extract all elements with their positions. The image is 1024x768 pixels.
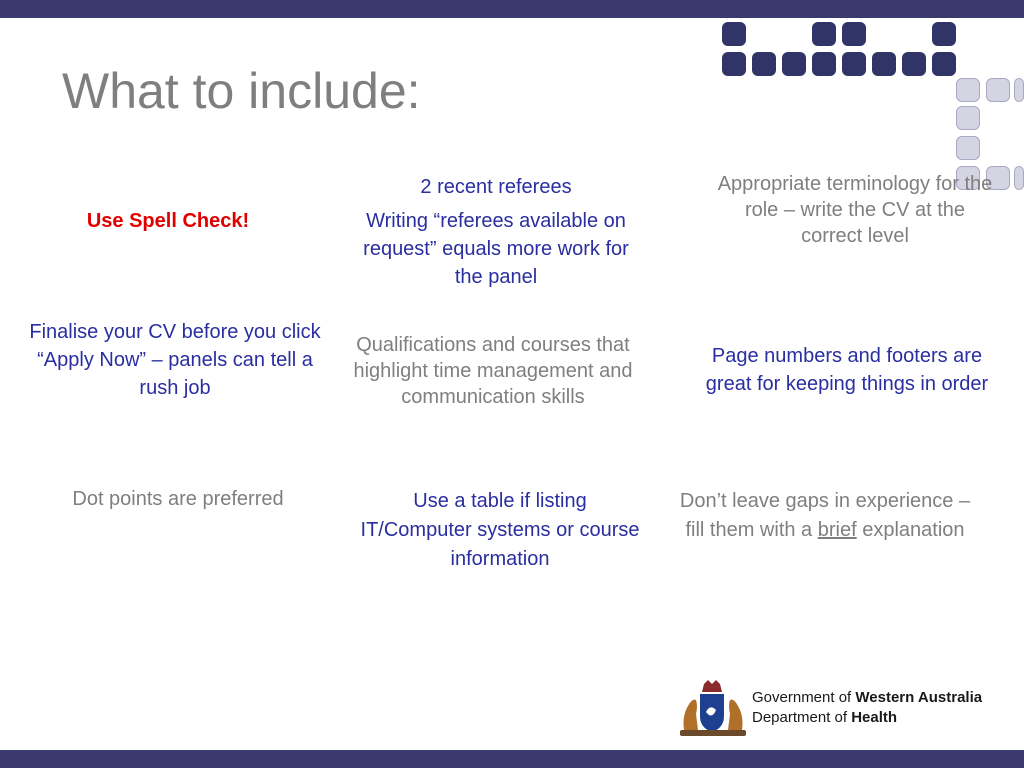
tile	[956, 106, 980, 130]
tile	[752, 52, 776, 76]
tile	[1014, 78, 1024, 102]
top-bar	[0, 0, 1024, 18]
tile	[902, 52, 926, 76]
government-line-prefix: Government of	[752, 689, 856, 706]
department-line	[752, 708, 982, 728]
tip-referees-body: Writing “referees available on request” equals more work for the panel	[363, 210, 629, 288]
slide-title: What to include:	[62, 63, 421, 119]
tile	[842, 52, 866, 76]
tile	[722, 22, 746, 46]
tip-gaps	[670, 487, 980, 545]
tile	[956, 78, 980, 102]
tip-referees	[350, 173, 642, 291]
government-line-bold: Western Australia	[855, 689, 983, 706]
tile	[932, 52, 956, 76]
tip-gaps-text-end: explanation	[856, 519, 965, 541]
tip-use-table: Use a table if listing IT/Computer systems or course information	[360, 490, 640, 570]
tile	[842, 22, 866, 46]
government-line	[752, 688, 982, 708]
tip-referees-heading: 2 recent referees	[420, 176, 572, 198]
department-line-bold: Health	[851, 709, 898, 726]
tile	[986, 78, 1010, 102]
tile	[872, 52, 896, 76]
government-text	[752, 688, 982, 728]
tip-gaps-emphasis: brief	[817, 519, 857, 541]
tip-terminology: Appropriate terminology for the role – write the CV at the correct level	[717, 173, 993, 247]
tip-page-numbers: Page numbers and footers are great for keeping things in order	[705, 345, 989, 395]
tile	[782, 52, 806, 76]
tile	[722, 52, 746, 76]
bottom-bar	[0, 750, 1024, 768]
tile	[956, 136, 980, 160]
tip-dot-points: Dot points are preferred	[72, 488, 284, 510]
coat-of-arms-icon	[676, 680, 750, 738]
tip-gaps-text-start: Don’t leave gaps in experience – fill them with a	[679, 490, 971, 541]
tip-finalise-cv: Finalise your CV before you click “Apply Now” – panels can tell a rush job	[29, 321, 321, 399]
tile	[812, 22, 836, 46]
government-logo	[676, 680, 1016, 740]
tip-qualifications: Qualifications and courses that highlight time management and communication skills	[353, 334, 633, 408]
tile	[932, 22, 956, 46]
tile	[812, 52, 836, 76]
department-line-prefix: Department of	[752, 709, 852, 726]
tip-spell-check: Use Spell Check!	[86, 210, 250, 232]
tile	[1014, 166, 1024, 190]
